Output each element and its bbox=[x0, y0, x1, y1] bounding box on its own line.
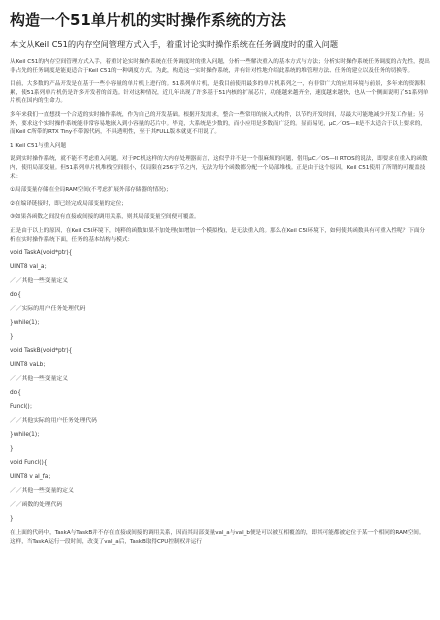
code-line: ／／其他实际的用户任务处理代码 bbox=[10, 418, 97, 425]
code-line: } bbox=[10, 446, 14, 453]
code-line: void Funcl(){ bbox=[10, 460, 48, 467]
code-line: }while(1)； bbox=[10, 432, 43, 439]
code-line: UINT8 vaLb； bbox=[10, 362, 50, 369]
paragraph-reentrancy: 说到实时操作系统，就不能不考虑重入问题。对于PC机这样的大内存处理器而言，这似乎并不是一个很麻烦的问题，借用μC／OS—II RTOS的说法，即要求在重入的函数内，使用局部变量。但51系列单片机堆栈空间很小，仅局限在256字节之内，无法为每个函数都分配一个局部堆栈。正是由于这个原因，Keil C51使用了所谓的可覆盖技术： bbox=[10, 156, 428, 180]
code-line: ／／其他一些变量定义 bbox=[10, 278, 68, 285]
section-heading: 1 Keil C51与重入问题 bbox=[10, 142, 67, 149]
list-item: ②在编译链接时，即已经完成局部变量的定位； bbox=[10, 200, 127, 207]
code-line: do{ bbox=[10, 292, 21, 299]
code-line: UINT8 val_a； bbox=[10, 264, 51, 271]
code-line: void TaskA(void*ptr){ bbox=[10, 250, 73, 257]
page-title: 构造一个51单片机的实时操作系统的方法 bbox=[10, 11, 286, 29]
code-line: }while(1)； bbox=[10, 320, 43, 327]
code-block bbox=[10, 249, 430, 523]
code-line: } bbox=[10, 516, 14, 523]
paragraph-analysis: 在上面的代码中，TaskA与TaskB并不存在直接或间接的调用关系，因而其局部变量val_a与val_b便是可以被互相覆盖的，即其可能都被定位于某一个相同的RAM空间。这样，当TaskA运行一段时间，改变了val_a后，TaskB取得CPU控制权并运行 bbox=[10, 530, 425, 545]
paragraph-rtos-need: 多年来我们一直想找一个合适的实时操作系统，作为自己的开发基础。根据开发需求，整合一些常用的嵌入式构件，以节约开发时间，尽最大可能地减少开发工作量；另外，要求这个实时操作系统能非常容易地嵌入到小容量的芯片中。毕竟，大系统是少数的，而小应用是多数而广泛的。显而易见，μC／OS—II是不太适合于以上要求的，而Keil C所带的RTX Tiny不带源代码，不具透明性，至于其FULL版本就更不用说了。 bbox=[10, 111, 426, 136]
code-line: } bbox=[10, 334, 14, 341]
code-line: ／／其他一些变量定义 bbox=[10, 376, 68, 383]
code-line: ／／实际的用户任务处理代码 bbox=[10, 306, 86, 313]
code-line: do{ bbox=[10, 390, 21, 397]
code-line: UINT8 v al_fa； bbox=[10, 474, 55, 481]
list-item: ①局部变量存储在全局RAM空间(不考虑扩展外部存储器的情况)； bbox=[10, 187, 172, 194]
code-line: Funcl()； bbox=[10, 404, 36, 411]
paragraph-intro: 目前，大多数的产品开发是在基于一些小容量的单片机上进行的。51系列单片机，是我目前使用最多的单片机系列之一，有非常广大的应用环境与前景，多年来的资源积累，使51系列单片机仍是许多开发者的首选。针对这种情况，近几年出现了许多基于51内核的扩展芯片，功能越来越齐全，速度越来越快，也从一个侧面说明了51系列单片机在国内的生命力。 bbox=[10, 81, 429, 105]
page-subtitle: 本文从Keil C51的内存空间管理方式入手，着重讨论实时操作系统在任务调度时的重入问题 bbox=[10, 39, 339, 49]
code-line: ／／函数的处理代码 bbox=[10, 502, 63, 509]
list-item: ③如果各函数之间没有直接或间接的调用关系，则其局部变量空间便可覆盖。 bbox=[10, 214, 200, 221]
paragraph-task-structure: 正是由于以上的原因，在Keil C5l环境下，纯粹的函数如果不加处理(如增加一个模拟栈)，是无法重入的。那么在Keil C5l环境下，如何使其函数具有可重入性呢？下面分析在实时操作系统下面，任务的基本结构与模式： bbox=[10, 227, 426, 243]
code-line: void TaskB(void*ptr){ bbox=[10, 348, 73, 355]
paragraph-abstract: 从Keil C51的内存空间管理方式入手，着重讨论实时操作系统在任务调度时的重入问题，分析一些解决重入的基本方式与方法；分析实时操作系统任务调度的占先性，提出非占先的任务调度是能更适合于Keil C51的一种调度方式。为此，构造这一实时操作系统，并有针对性地介绍此系统的堆管理方法、任务的建立以及任务的切换等。 bbox=[10, 59, 430, 74]
code-line: ／／其他一些变量的定义 bbox=[10, 488, 74, 495]
